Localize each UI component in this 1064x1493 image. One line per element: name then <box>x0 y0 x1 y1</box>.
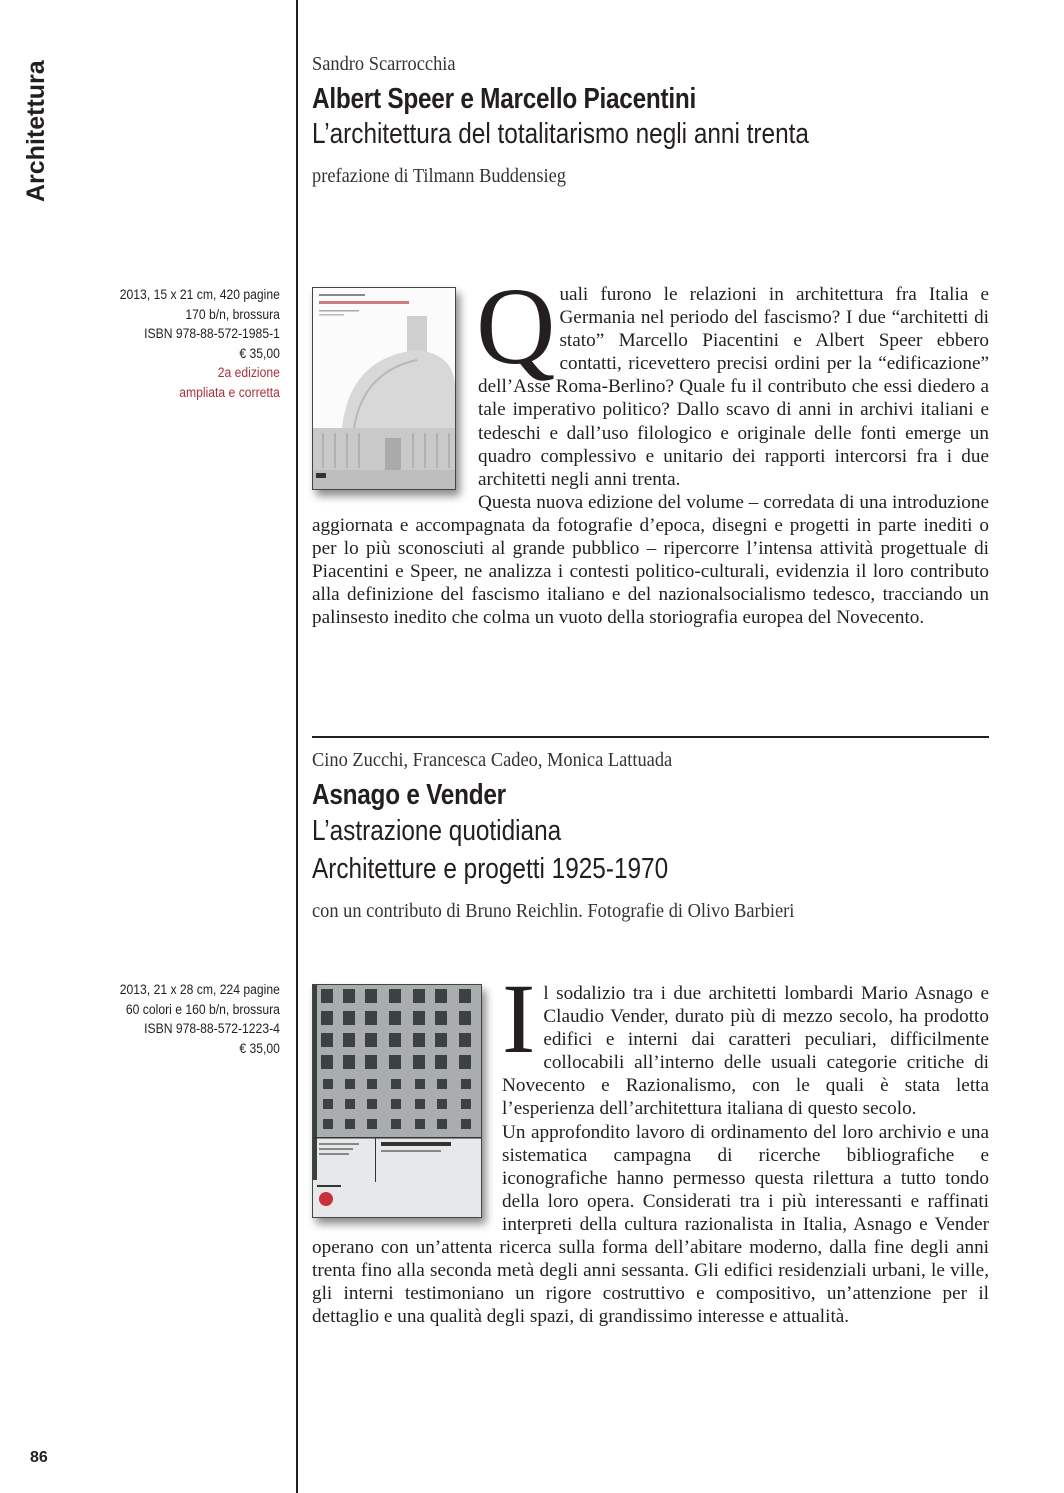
book2-illustrations: 60 colori e 160 b/n, brossura <box>126 1001 281 1017</box>
book1-format: 2013, 15 x 21 cm, 420 pagine <box>119 287 280 302</box>
section-label: Architettura <box>22 60 50 202</box>
book2-paragraph-2: Un approfondito lavoro di ordinamento del loro archivio e una sistematica campagna di ricerche bibliografiche e iconografiche hanno permesso questa rilettura a tutto tondo della loro opera. Considerati tra i più interessanti e raffinati interpreti della cultura razionalista in Italia, Asnago e Vender operano con un’attenta ricerca sulla forma dell’abitare moderno, dalla fine degli anni trenta fino alla seconda metà degli anni sessanta. Gli edifici residenziali urbani, le ville, gli interni testimoniano un rigore costruttivo e compositivo, un’attenzione per il dettaglio e una qualità degli spazi, di grandissimo interesse e attualità. <box>312 1121 989 1328</box>
book1-paragraph-2: Questa nuova edizione del volume – corredata di una introduzione aggiornata e accompagnata da fotografie d’epoca, disegni e progetti in parte inediti o per lo più sconosciuti al grande pubblico – ripercorre l’intensa attività progettuale di Piacentini e Speer, ne analizza i contesti politico-culturali, evidenzia il loro contributo alla definizione del fascismo italiano e del nazionalsocialismo tedesco, tracciando un palinsesto inedito che colma un vuoto della storiografia europea del Novecento. <box>312 491 989 629</box>
book1-drop-cap: Q <box>476 265 556 387</box>
book1-price: € 35,00 <box>239 345 280 361</box>
book2-title: Asnago e Vender <box>312 779 506 811</box>
book2-author: Cino Zucchi, Francesca Cadeo, Monica Lattuada <box>312 749 673 771</box>
section-divider <box>312 736 989 738</box>
book1-meta <box>120 285 280 403</box>
book2-credits: con un contributo di Bruno Reichlin. Fotografie di Olivo Barbieri <box>312 900 795 922</box>
book2-meta <box>120 980 280 1058</box>
book1-author: Sandro Scarrocchia <box>312 53 456 75</box>
book2-price: € 35,00 <box>239 1040 280 1056</box>
book2-subtitle-2: Architetture e progetti 1925-1970 <box>312 853 669 885</box>
book2-description <box>312 963 989 1328</box>
book2-cover-spacer <box>312 982 502 1236</box>
book1-credits: prefazione di Tilmann Buddensieg <box>312 165 566 187</box>
book1-paragraph-1: uali furono le relazioni in architettura fra Italia e Germania nel periodo del fascismo? I due “architetti di stato” Marcello Piacentini e Albert Speer ebbero contatti, ricevettero precisi ordini per la “edificazione” dell’Asse Roma-Berlino? Quale fu il contributo che essi diedero a tale imperativo politico? Dallo scavo di anni in archivi italiani e tedeschi e dall’uso filologico e originale delle fonti emerge un quadro complessivo e unitario dei rapporti intercorsi fra i due architetti negli anni trenta. <box>478 284 989 490</box>
book1-edition: 2a edizione <box>217 365 280 381</box>
book2-subtitle-1: L’astrazione quotidiana <box>312 815 562 847</box>
vertical-divider <box>296 0 298 1493</box>
book1-illustrations: 170 b/n, brossura <box>185 306 280 322</box>
book1-cover-spacer <box>312 283 478 511</box>
book1-isbn: ISBN 978-88-572-1985-1 <box>144 326 280 342</box>
book1-subtitle: L’architettura del totalitarismo negli anni trenta <box>312 118 809 150</box>
book2-isbn: ISBN 978-88-572-1223-4 <box>144 1021 280 1037</box>
book2-format: 2013, 21 x 28 cm, 224 pagine <box>119 982 280 997</box>
page-number: 86 <box>30 1449 48 1466</box>
book1-edition-note: ampliata e corretta <box>179 384 280 400</box>
book1-description <box>312 265 989 629</box>
book2-drop-cap: I <box>502 963 536 1074</box>
book2-paragraph-1: l sodalizio tra i due architetti lombardi Mario Asnago e Claudio Vender, durato più di mezzo secolo, ha prodotto edifici e interni dai caratteri peculiari, difficilmente collocabili all’interno delle usuali categorie critiche di Novecento e Razionalismo, con le quali è stata letta l’esperienza dell’architettura italiana di questo secolo. <box>502 983 989 1120</box>
book1-title: Albert Speer e Marcello Piacentini <box>312 83 697 115</box>
